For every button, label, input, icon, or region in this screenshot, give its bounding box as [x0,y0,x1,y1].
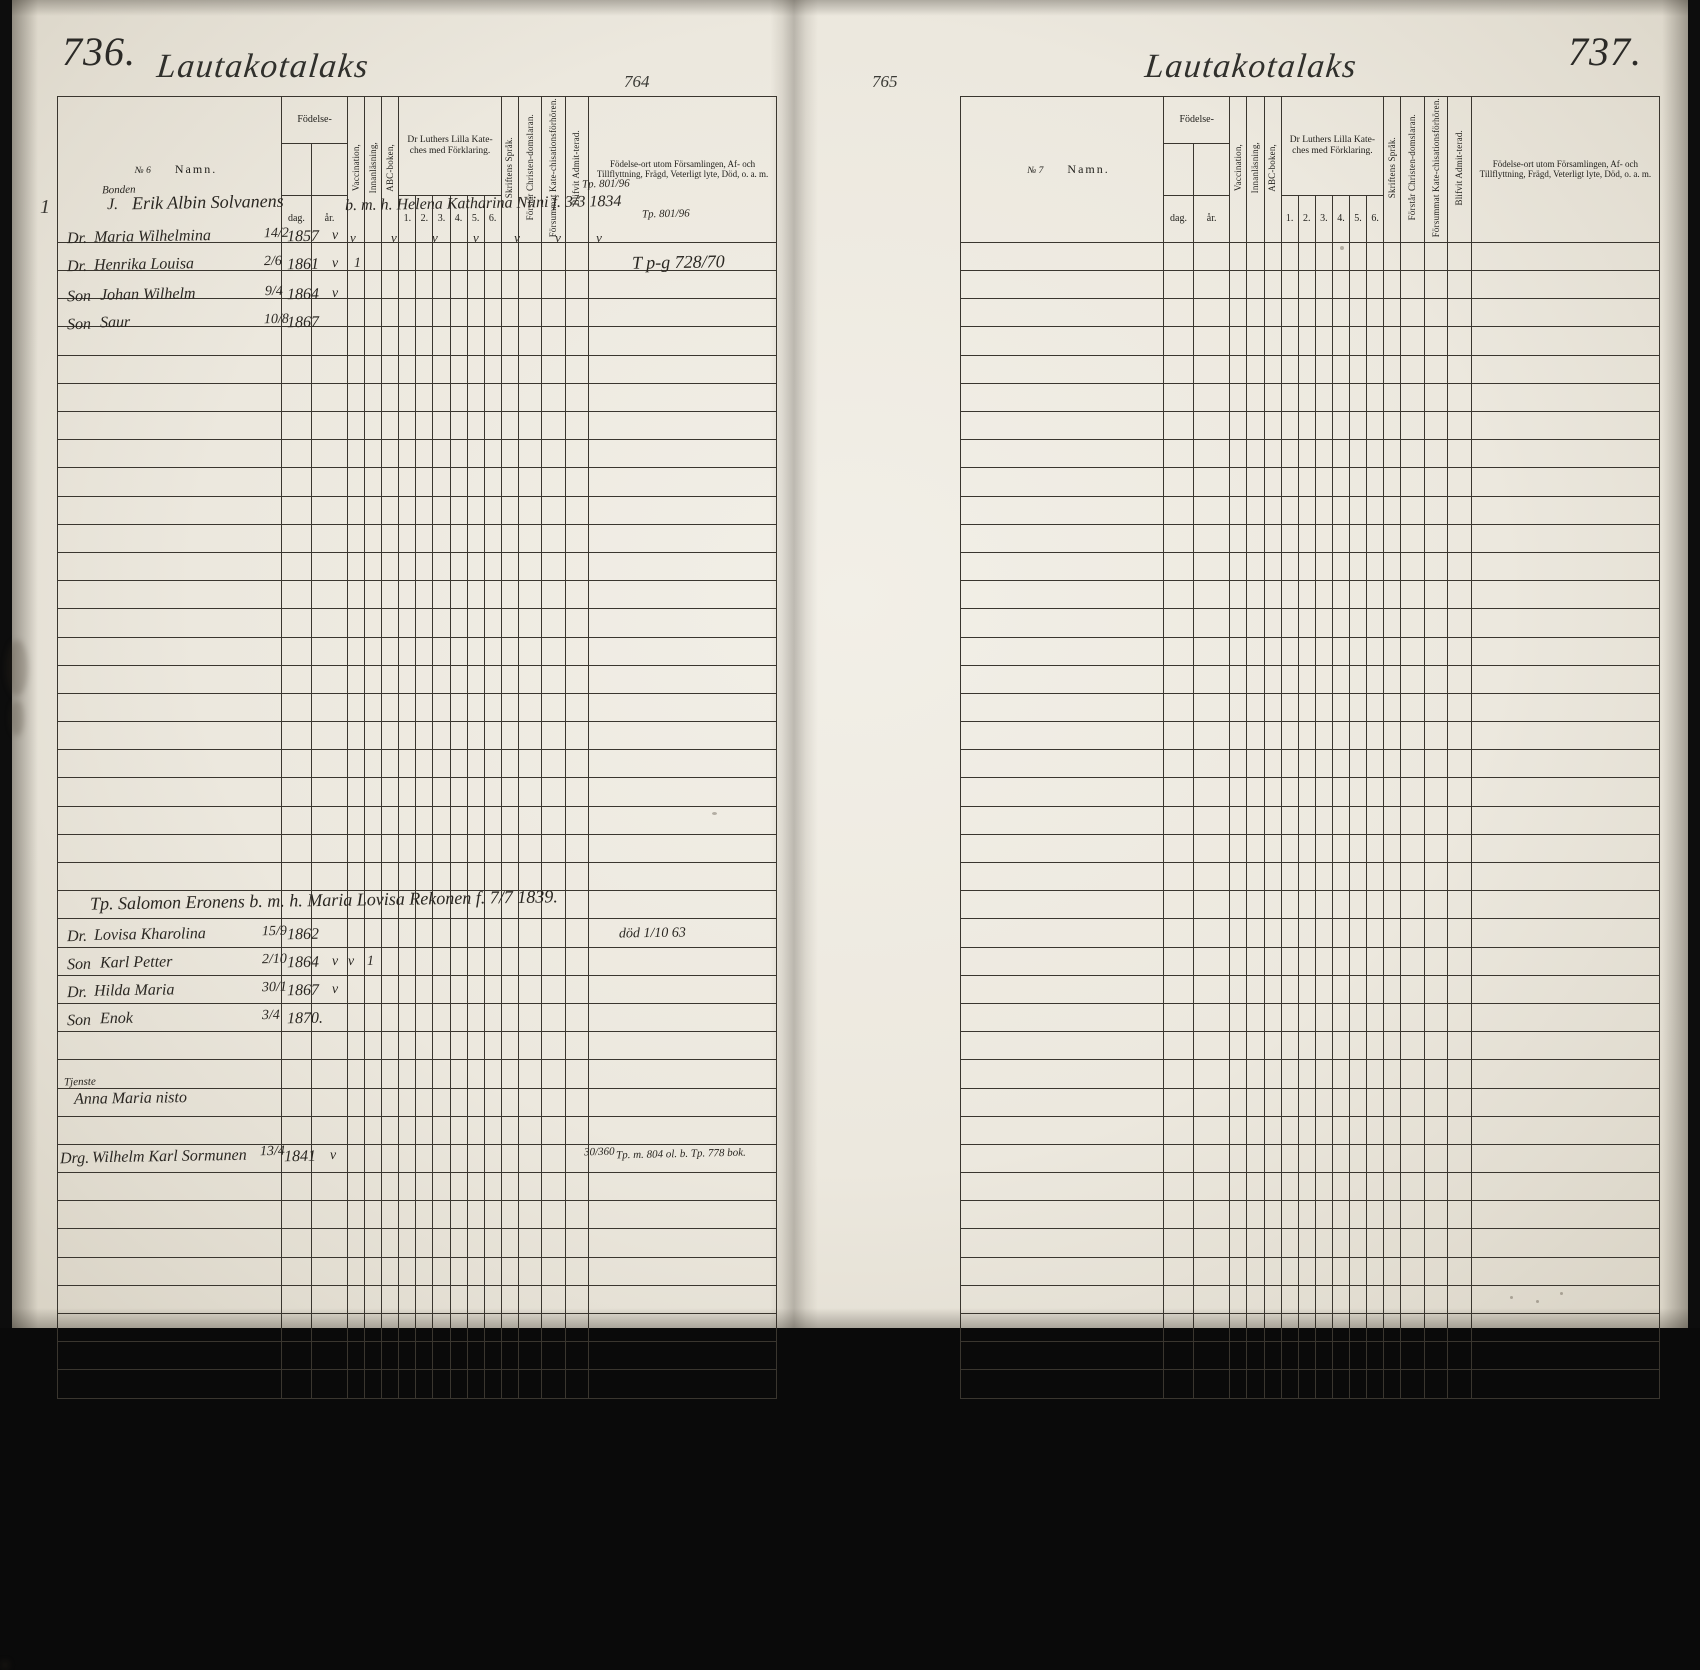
table-row[interactable] [961,468,1660,496]
header-ar-right: år. [1193,195,1229,242]
header-number-name-left [58,97,282,243]
entry-innanlasning-mark: v [347,953,355,970]
entry-ar: 1867 [286,981,320,1000]
entry-abc-mark: 1 [366,953,375,970]
header-entry-number-right: № 7 [1027,165,1044,176]
header-dag-left: dag. [282,195,312,242]
entry-dag: 30/1 [261,979,287,996]
page-left [12,0,794,1328]
entry-ar: 1870. [286,1009,324,1028]
header-vaccination-left: Vaccination, [348,97,365,243]
header-dag-right: dag. [1164,195,1194,242]
entry-name: Anna Maria nisto [73,1089,188,1108]
header-katekes-4-left: 4. [450,195,467,242]
entry-prefix: Son [66,955,92,974]
entry-ar: 1864 [286,953,320,972]
entry-ar: 1862 [286,925,320,944]
table-row[interactable] [961,327,1660,355]
entry-name: Lovisa Kharolina [93,925,206,944]
table-row[interactable] [58,524,777,552]
header-forstar-christendom-right: Förstår Christen-domslaran. [1401,97,1425,243]
header-katekes-1-left: 1. [399,195,416,242]
entry-prefix: Dr. [66,983,88,1002]
table-row[interactable] [58,806,777,834]
header-katekes-right: Dr Luthers Lilla Kate-ches med Förklaring. [1281,97,1384,196]
entry-name: Maria Wilhelmina [93,227,212,246]
table-row[interactable] [961,665,1660,693]
table-row[interactable] [58,1229,777,1257]
entry-dag: 2/10 [261,951,287,968]
table-row[interactable] [58,693,777,721]
header-innanlasning-right: Innanläsning, [1247,97,1264,243]
table-row[interactable] [58,468,777,496]
table-row[interactable] [58,383,777,411]
table-row[interactable] [58,863,777,891]
entry-vaccination-mark: v [329,1147,337,1164]
table-row[interactable] [58,722,777,750]
table-row[interactable] [961,1060,1660,1088]
table-row[interactable] [58,778,777,806]
table-row[interactable] [961,552,1660,580]
table-row[interactable] [961,1370,1660,1398]
header-anteckningar-right: Födelse-ort utom Församlingen, Af- och Tillflyttning, Frägd, Veterligt lyte, Död, o. a. m. [1471,97,1659,243]
table-row[interactable] [961,722,1660,750]
table-row[interactable] [58,1285,777,1313]
table-row[interactable] [961,1342,1660,1370]
entry-dag: 13/4 [259,1143,285,1160]
table-row[interactable] [961,299,1660,327]
table-row[interactable] [961,750,1660,778]
table-row[interactable] [961,891,1660,919]
header-katekes-5-left: 5. [467,195,484,242]
entry-prefix: Dr. [66,927,88,946]
header-skriftens-sprak-left: Skriftens Språk. [501,97,518,243]
entry-vaccination-mark: v [331,981,339,998]
header-spacer-ar-left [311,144,347,196]
table-row[interactable] [58,1060,777,1088]
entry-ar: 1867 [286,313,320,332]
header-katekes-2-right: 2. [1298,195,1315,242]
entry-dag: 15/9 [261,923,287,940]
header-blifvit-admit-right: Blifvit Admit-terad. [1448,97,1472,243]
header-spacer-dag-right [1164,144,1194,196]
table-row[interactable] [961,496,1660,524]
table-row[interactable] [58,355,777,383]
table-row[interactable] [58,581,777,609]
table-row[interactable] [961,637,1660,665]
table-row[interactable] [961,1229,1660,1257]
entry-ar: 1841 [283,1147,317,1166]
table-row[interactable] [961,412,1660,440]
header-innanlasning-left: Innanläsning, [365,97,382,243]
header-skriftens-sprak-right: Skriftens Språk. [1384,97,1401,243]
entry-dag: 3/4 [261,1007,280,1024]
table-row[interactable] [58,496,777,524]
header-katekes-6-right: 6. [1367,195,1384,242]
page-right [800,0,1676,1328]
household-label: Bonden [101,183,136,197]
table-row[interactable] [58,1342,777,1370]
entry-blifvit-admit-value: 30/360 [583,1145,615,1159]
header-abc-right: ABC-boken, [1264,97,1281,243]
page-number-left: 764 [624,72,650,91]
header-ar-left: år. [311,195,347,242]
table-row[interactable] [58,412,777,440]
table-row[interactable] [58,1003,777,1031]
folio-number-right: 737. [1568,29,1642,74]
header-katekes-5-right: 5. [1349,195,1366,242]
header-forsummat-right: Försummat Kate-chisationsförhören. [1424,97,1448,243]
entry-vaccination-mark: v [331,255,339,272]
entry-name: Erik Albin Solvanens [131,190,284,214]
entry-tick-marks: v v v v v v v [350,230,618,245]
table-row[interactable] [961,355,1660,383]
folio-number-left: 736. [62,29,136,74]
header-fodelse-right: Födelse- [1164,97,1230,144]
entry-ar: 1861 [286,255,320,274]
table-row[interactable] [961,1116,1660,1144]
header-namn-left: Namn. [174,161,218,176]
table-row[interactable] [58,552,777,580]
paper-speck [1536,1300,1539,1303]
table-row[interactable] [961,1144,1660,1172]
page-number-right: 765 [872,72,898,91]
table-row[interactable] [961,383,1660,411]
entry-note: Tp. m. 804 ol. b. Tp. 778 bok. [615,1146,746,1162]
header-anteckningar-left: Födelse-ort utom Församlingen, Af- och Tillflyttning, Frägd, Veterligt lyte, Död, o. a. m. [589,97,777,243]
header-forstar-christendom-left: Förstår Christen-domslaran. [518,97,541,243]
table-row[interactable] [961,1088,1660,1116]
table-row[interactable] [58,1173,777,1201]
table-row[interactable] [58,1201,777,1229]
register-table-right [960,96,1660,1399]
entry-ar: 1864 [286,285,320,304]
table-row[interactable] [961,1285,1660,1313]
entry-note: Tp. 801/96 [581,177,630,191]
header-namn-right: Namn. [1067,161,1110,176]
header-fodelse-left: Födelse- [282,97,348,144]
table-header-row-right [961,97,1660,144]
servant-section-label: Tjenste [63,1075,96,1089]
paper-speck [1340,246,1344,250]
table-row[interactable] [58,1032,777,1060]
table-row[interactable] [961,581,1660,609]
entry-name: Enok [99,1009,133,1028]
entry-dag: 9/4 [264,283,283,300]
table-row[interactable] [58,1370,777,1398]
header-vaccination-right: Vaccination, [1230,97,1247,243]
entry-name: Wilhelm Karl Sormunen [91,1146,247,1167]
table-row[interactable] [961,693,1660,721]
header-katekes-6-left: 6. [484,195,501,242]
entry-prefix: Son [66,315,92,334]
header-blifvit-admit-left: Blifvit Admit-terad. [565,97,588,243]
table-row[interactable] [961,1257,1660,1285]
table-row[interactable] [961,975,1660,1003]
entry-vaccination-mark: v [331,285,339,302]
header-spacer-ar-right [1193,144,1229,196]
paper-speck [1510,1296,1513,1299]
entry-block-header: Tp. Salomon Eronens b. m. h. Maria Lovisa Rekonen f. 7/7 1839. [89,886,558,914]
header-abc-left: ABC-boken, [382,97,399,243]
table-row[interactable] [961,440,1660,468]
entry-prefix: J. [106,195,119,214]
table-row[interactable] [58,750,777,778]
table-row[interactable] [961,271,1660,299]
table-row[interactable] [961,863,1660,891]
entry-name: Johan Wilhelm [99,285,196,304]
entry-name: Saur [99,313,131,332]
entry-note: död 1/10 63 [618,925,686,942]
table-row[interactable] [961,806,1660,834]
table-row[interactable] [961,919,1660,947]
paper-blemish [0,1660,10,1670]
entry-note-dup: Tp. 801/96 [641,207,690,221]
entry-dag: 10/8 [263,311,289,328]
table-row[interactable] [961,778,1660,806]
table-row[interactable] [58,834,777,862]
header-katekes-left: Dr Luthers Lilla Kate-ches med Förklaring. [399,97,501,196]
entry-ar: 1857 [286,227,320,246]
table-row[interactable] [58,1116,777,1144]
table-row[interactable] [58,637,777,665]
entry-name: Hilda Maria [93,981,175,1000]
entry-vaccination-mark: v [331,953,339,970]
table-row[interactable] [58,440,777,468]
entry-name: Henrika Louisa [93,255,195,274]
table-row[interactable] [58,327,777,355]
table-row[interactable] [58,1257,777,1285]
header-katekes-2-left: 2. [416,195,433,242]
entry-dag: 2/6 [263,253,282,270]
header-entry-number-left: № 6 [134,165,151,176]
header-katekes-3-right: 3. [1315,195,1332,242]
entry-name: Karl Petter [99,953,173,972]
table-row[interactable] [961,947,1660,975]
entry-extra: b. m. h. Helena Katharina Niini f. 3/3 1834 [344,192,622,215]
register-title-left: Lautakotalaks [155,48,372,85]
entry-prefix: Drg. [59,1149,90,1168]
table-row[interactable] [961,834,1660,862]
register-title-right: Lautakotalaks [1143,48,1360,85]
header-katekes-3-left: 3. [433,195,450,242]
header-spacer-dag-left [282,144,312,196]
header-number-name-right [961,97,1164,243]
paper-speck [1560,1292,1563,1295]
table-row[interactable] [961,524,1660,552]
entry-prefix: Son [66,287,92,306]
table-row[interactable] [961,1201,1660,1229]
entry-note: T p-g 728/70 [631,251,725,273]
paper-speck [712,812,717,815]
table-row[interactable] [961,1003,1660,1031]
header-katekes-1-right: 1. [1281,195,1298,242]
entry-abc-mark: 1 [353,255,362,272]
row-marker-left: 1 [40,196,50,218]
table-row[interactable] [58,665,777,693]
entry-dag: 14/2 [263,225,289,242]
entry-prefix: Dr. [66,229,88,248]
table-row[interactable] [961,609,1660,637]
table-row[interactable] [961,242,1660,270]
entry-prefix: Son [66,1011,92,1030]
header-forsummat-left: Försummat Kate-chisationsförhören. [542,97,565,243]
table-row[interactable] [58,609,777,637]
entry-vaccination-mark: v [331,227,339,244]
table-row[interactable] [961,1173,1660,1201]
table-header-row-left [58,97,777,144]
header-katekes-4-right: 4. [1332,195,1349,242]
entry-prefix: Dr. [66,257,88,276]
table-row[interactable] [961,1032,1660,1060]
